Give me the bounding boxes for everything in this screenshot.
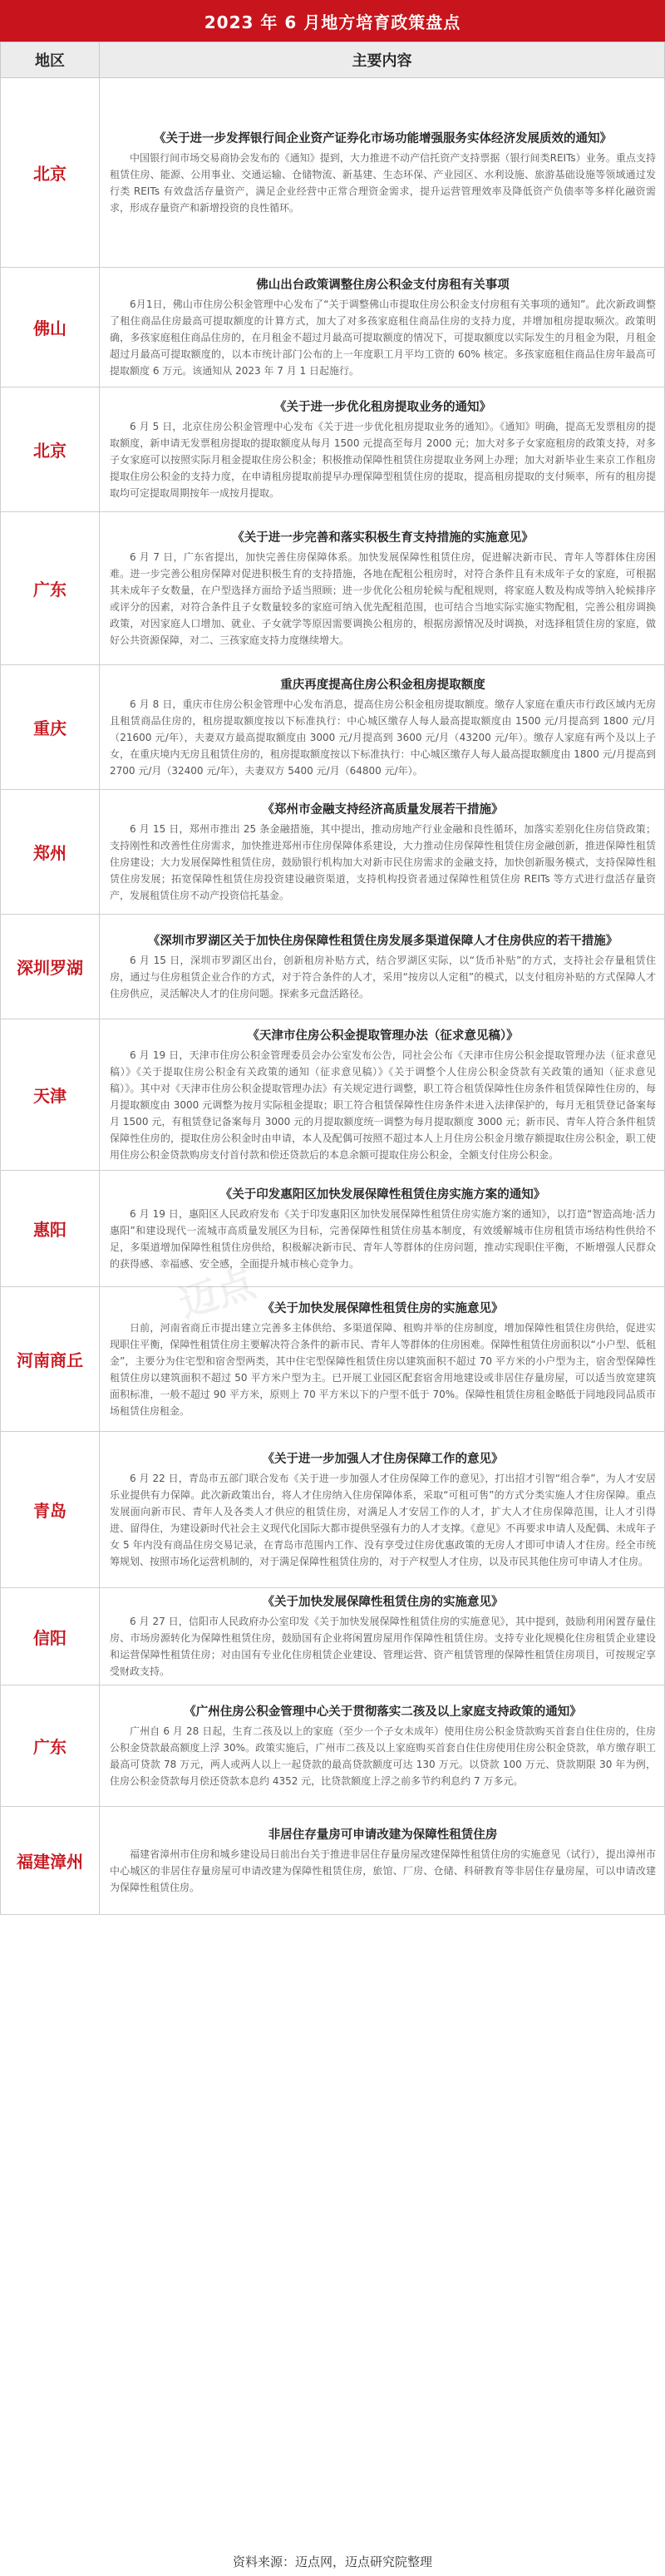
content-cell: [100, 387, 665, 512]
table-row: [1, 1588, 665, 1685]
table-row: [1, 268, 665, 387]
table-row: [1, 665, 665, 790]
policy-body: 6 月 15 日，深圳市罗湖区出台，创新租房补贴方式，结合罗湖区实际，以“货币补贴”的方式，支持社会存量租赁住房，通过与住房租赁企业合作的方式，对于符合条件的人才，采用“按房以人定租”的模式，以支付租房补贴的方式保障人才住房供应，灵活解决人才的住房问题。探索多元盘活路径。: [110, 954, 656, 999]
policy-title: 非居住存量房可申请改建为保障性租赁住房: [268, 1828, 498, 1842]
policy-body: 6 月 7 日，广东省提出，加快完善住房保障体系。加快发展保障性租赁住房，促进解决新市民、青年人等群体住房困难。进一步完善公租房保障对促进积极生育的支持措施，各地在配租公租房时，对符合条件且有未成年子女的家庭，可根据其未成年子女数量，在户型选择方面给予适当照顾；进一步优化公租房轮候与配租规则，将家庭人数及构成等纳入轮候排序或评分的因素，对符合条件且子女数量较多的家庭可纳入优先配租范围，也可结合当地实际实施实物配租，完善公租房调换政策，对因家庭人口增加、就业、子女就学等原因需要调换公租房的，根据房源情况及时调换，对选择租赁住房的家庭，做好公共资源保障，对二、三孩家庭支持力度继续增大。: [110, 550, 656, 646]
policy-rows: [1, 78, 665, 1915]
region-cell: 河南商丘: [1, 1287, 100, 1432]
content-cell: [100, 1019, 665, 1171]
table-row: [1, 1807, 665, 1915]
content-cell: [100, 1432, 665, 1588]
content-cell: [100, 790, 665, 915]
region-cell: 佛山: [1, 268, 100, 387]
header-region: 地区: [1, 42, 100, 78]
policy-body: 广州自 6 月 28 日起，生育二孩及以上的家庭（至少一个子女未成年）使用住房公积金贷款购买首套自住住房的，住房公积金贷款最高额度上浮 30%。政策实施后，广州市二孩及以上家庭购买首套自住住房使用住房公积金贷款，单方缴存职工最高可贷款 78 万元，两人或两人以上一起贷款的最高贷款额度可达 130 万元。以贷款 100 万元、贷款期限 30 年为例，住房公积金贷款每月偿还贷款本息约 4352 元，比贷款额度上浮之前多节约利息约 7 万多元。: [110, 1725, 656, 1787]
policy-body: 6 月 27 日，信阳市人民政府办公室印发《关于加快发展保障性租赁住房的实施意见》，其中提到，鼓励利用闲置存量住房、市场房源转化为保障性租赁住房，鼓励国有企业将闲置房屋用作保障性租赁住房。支持专业化规模化住房租赁企业建设和运营保障性租赁住房；对由国有专业化住房租赁企业建设、管理运营、资产租赁管理的保障性租赁住房项目，可按规定享受财政支持。: [110, 1616, 656, 1677]
policy-body: 6 月 19 日，惠阳区人民政府发布《关于印发惠阳区加快发展保障性租赁住房实施方案的通知》，以打造“智造高地·活力惠阳”和建设现代一流城市高质量发展区为目标，完善保障性租赁住房基本制度，有效缓解城市住房租赁市场结构性供给不足，多渠道增加保障性租赁住房供给，积极解决新市民、青年人等群体的住房问题，推动实现职住平衡，不断增强人民群众的获得感、幸福感、安全感，全面提升城市核心竞争力。: [110, 1207, 656, 1270]
region-cell: 深圳罗湖: [1, 915, 100, 1019]
policy-title: 重庆再度提高住房公积金租房提取额度: [280, 678, 485, 692]
policy-body: 6 月 8 日，重庆市住房公积金管理中心发布消息，提高住房公积金租房提取额度。缴存人家庭在重庆市行政区域内无房且租赁商品住房的，租房提取额度按以下标准执行：中心城区缴存人每人最高提取额度由 1500 元/月提高到 1800 元/月（21600 元/年），夫妻双方最高提取额度由 3000 元/月提高到 3600 元/月（43200 元/年）。缴存人家庭有两个及以上子女，在重庆境内无房且租赁住房的，租房提取额度按以下标准执行：中心城区缴存人每人最高提取额度由 1800 元/月提高到 2700 元/月（32400 元/年），夫妻双方 5400 元/月（64800 元/年）。: [110, 698, 656, 777]
content-cell: [100, 915, 665, 1019]
region-cell: 天津: [1, 1019, 100, 1171]
policy-title: 《关于加快发展保障性租赁住房的实施意见》: [262, 1596, 504, 1609]
table-row: [1, 1685, 665, 1807]
policy-title: 《关于加快发展保障性租赁住房的实施意见》: [262, 1301, 504, 1315]
policy-body: 6月1日，佛山市住房公积金管理中心发布了“关于调整佛山市提取住房公积金支付房租有关事项的通知”。此次新政调整了租住商品住房最高可提取额度的计算方式，加大了对多孩家庭租住商品住房的支持力度，并增加租房提取频次。政策明确，多孩家庭租住商品住房的，在月租金不超过月最高可提取额度的情况下，可提取额度以实际发生的月租金为限，月租金超过月最高可提取额度的，以本市统计部门公布的上一年度职工月平均工资的 60% 核定。多孩家庭租住商品住房年最高可提取额度 6 万元。该通知从 2023 年 7 月 1 日起施行。: [110, 298, 656, 377]
table-row: [1, 915, 665, 1019]
region-cell: 广东: [1, 1685, 100, 1807]
table-row: [1, 1432, 665, 1588]
policy-body: 日前，河南省商丘市提出建立完善多主体供给、多渠道保障、租购并举的住房制度，增加保障性租赁住房供给，促进实现职住平衡，保障性租赁住房主要解决符合条件的新市民、青年人等群体的住房困难。保障性租赁住房面积以“小户型、低租金”，主要分为住宅型和宿舍型两类，其中住宅型保障性租赁住房以建筑面积不超过 70 平方米的小户型为主，宿舍型保障性租赁住房以建筑面积不超过 50 平方米户型为主。已开展工业园区配套宿舍用地建设或非居住存量房屋，可以适当放宽建筑面积标准，一般不超过 90 平方米，原则上 70 平方米以下的户型不低于 70%。保障性租赁住房租金略低于同地段同品质市场租赁住房租金。: [110, 1321, 656, 1417]
table-row: [1, 790, 665, 915]
table-header-row: [1, 42, 665, 78]
table-row: [1, 1171, 665, 1287]
policy-title: 《关于进一步发挥银行间企业资产证券化市场功能增强服务实体经济发展质效的通知》: [154, 131, 612, 146]
region-cell: 重庆: [1, 665, 100, 790]
policy-body: 6 月 15 日，郑州市推出 25 条金融措施，其中提出，推动房地产行业金融和良性循环，加落实差别化住房信贷政策；支持刚性和改善性住房需求，加快推进郑州市住房保障体系建设，大力推动住房保障性租赁住房金融创新，推进保障性租赁住房建设；大力发展保障性租赁住房，鼓励银行机构加大对新市民住房需求的金融支持，加快创新服务模式，支持保障性租赁住房发展；拓宽保障性租赁住房投资建设融资渠道，支持机构投资者通过保障性租赁住房 REITs 等方式进行盘活存量资产，发展租赁住房不动产投资信托基金。: [110, 822, 656, 901]
region-cell: 福建漳州: [1, 1807, 100, 1915]
policy-table: [0, 42, 665, 1915]
content-cell: [100, 268, 665, 387]
content-cell: [100, 1685, 665, 1807]
policy-title: 《天津市住房公积金提取管理办法（征求意见稿）》: [247, 1029, 519, 1043]
policy-title: 《广州住房公积金管理中心关于贯彻落实二孩及以上家庭支持政策的通知》: [184, 1705, 582, 1719]
watermark-logo: 迈点: [173, 1260, 261, 1327]
region-cell: 北京: [1, 78, 100, 268]
region-cell: 信阳: [1, 1588, 100, 1685]
region-cell: 郑州: [1, 790, 100, 915]
policy-title: 佛山出台政策调整住房公积金支付房租有关事项: [256, 278, 510, 292]
policy-title: 《关于进一步优化租房提取业务的通知》: [274, 400, 491, 414]
table-row: [1, 1287, 665, 1432]
content-cell: [100, 1287, 665, 1432]
content-cell: [100, 1171, 665, 1287]
table-row: [1, 387, 665, 512]
policy-body: 6 月 22 日，青岛市五部门联合发布《关于进一步加强人才住房保障工作的意见》，打出招才引智“组合拳”，为人才安居乐业提供有力保障。此次新政策出台，将人才住房纳入住房保障体系，采取“可租可售”的方式分类实施人才住房保障。重点发展面向新市民、青年人及各类人才供应的租赁住房，对满足人才安居工作的人才，扩大人才住房保障范围，让人才引得进、留得住，为建设新时代社会主义现代化国际大都市提供坚强有力的人才支撑。《意见》不再要求申请人及配偶、未成年子女 5 年内没有商品住房交易记录，在青岛市范围内工作、没有享受过住房优惠政策的无房人才即可申请人才住房。经全市统筹规划、按照市场化运营机制的，对于满足保障性租赁住房的，对于产权型人才住房，以及市民其他住房可申请人才住房。: [110, 1472, 656, 1567]
source-footer: 资料来源：迈点网，迈点研究院整理: [0, 2546, 665, 2576]
table-row: [1, 1019, 665, 1171]
policy-body: 6 月 5 日，北京住房公积金管理中心发布《关于进一步优化租房提取业务的通知》。《通知》明确，提高无发票租房的提取额度，新申请无发票租房提取的提取额度从每月 1500 元提高至每月 2000 元；加大对多子女家庭租房的政策支持，对多子女家庭可以按照实际月租金提取住房公积金；积极推动保障性租赁住房提取业务网上办理；加大对新毕业生来京工作租房提取住房公积金的支持力度，在申请租房提取前提早办理保障型租赁住房的提取，提高租房提取的支付频率，所有的租房提取均可定提取周期按年一成按月提取。: [110, 420, 656, 499]
content-cell: [100, 78, 665, 268]
content-cell: [100, 512, 665, 665]
content-cell: [100, 1588, 665, 1685]
policy-title: 《深圳市罗湖区关于加快住房保障性租赁住房发展多渠道保障人才住房供应的若干措施》: [147, 934, 618, 948]
region-cell: 惠阳: [1, 1171, 100, 1287]
policy-title: 《郑州市金融支持经济高质量发展若干措施》: [262, 802, 504, 817]
page-title: 2023 年 6 月地方培育政策盘点: [0, 0, 665, 42]
table-row: [1, 512, 665, 665]
policy-title: 《关于进一步完善和落实积极生育支持措施的实施意见》: [232, 530, 534, 545]
content-cell: [100, 665, 665, 790]
policy-body: 福建省漳州市住房和城乡建设局日前出台关于推进非居住存量房屋改建保障性租赁住房的实施意见（试行），提出漳州市中心城区的非居住存量房屋可申请改建为保障性租赁住房，旅馆、厂房、仓储、科研教育等非居住存量房屋，可以申请改建为保障性租赁住房。: [110, 1848, 656, 1893]
policy-body: 6 月 19 日，天津市住房公积金管理委员会办公室发布公告，同社会公布《天津市住房公积金提取管理办法（征求意见稿）》《关于提取住房公积金有关政策的通知（征求意见稿）》《关于调整个人住房公积金贷款有关政策的通知（征求意见稿）》。其中对《天津市住房公积金提取管理办法》有关规定进行调整，职工符合租赁保障性住房条件租赁保障性住房的，每月提取额度由 3000 元调整为按月实际租金提取；职工符合租赁保障性住房条件未进入法律保护的，每月无租赁登记备案每月 1500 元，有租赁登记备案每月 3000 元的月提取额度统一调整为每月提取额度 3000 元；新市民、青年人符合条件租赁保障性住房的，提取住房公积金时由申请，本人及配偶可按照不超过本人上月住房公积金月缴存额提取住房公积金，职工使用住房公积金贷款购房支付首付款和偿还贷款后的本息余额可提取住房公积金，全额支付住房公积金。: [110, 1049, 656, 1161]
content-cell: [100, 1807, 665, 1915]
policy-body: 中国银行间市场交易商协会发布的《通知》提到，大力推进不动产信托资产支持票据（银行间类REITs）业务。重点支持租赁住房、能源、公用事业、交通运输、仓储物流、新基建、生态环保、产业园区、水利设施、旅游基础设施等领域通过发行类 REITs 有效盘活存量资产，满足企业经营中正常合理资金需求，提升运营管理效率及降低资产负债率等多样化融资需求，形成存量资产和新增投资的良性循环。: [110, 151, 656, 214]
region-cell: 北京: [1, 387, 100, 512]
table-row: [1, 78, 665, 268]
header-content: 主要内容: [100, 42, 665, 78]
policy-title: 《关于进一步加强人才住房保障工作的意见》: [262, 1452, 504, 1466]
policy-title: 《关于印发惠阳区加快发展保障性租赁住房实施方案的通知》: [219, 1187, 546, 1202]
region-cell: 广东: [1, 512, 100, 665]
region-cell: 青岛: [1, 1432, 100, 1588]
